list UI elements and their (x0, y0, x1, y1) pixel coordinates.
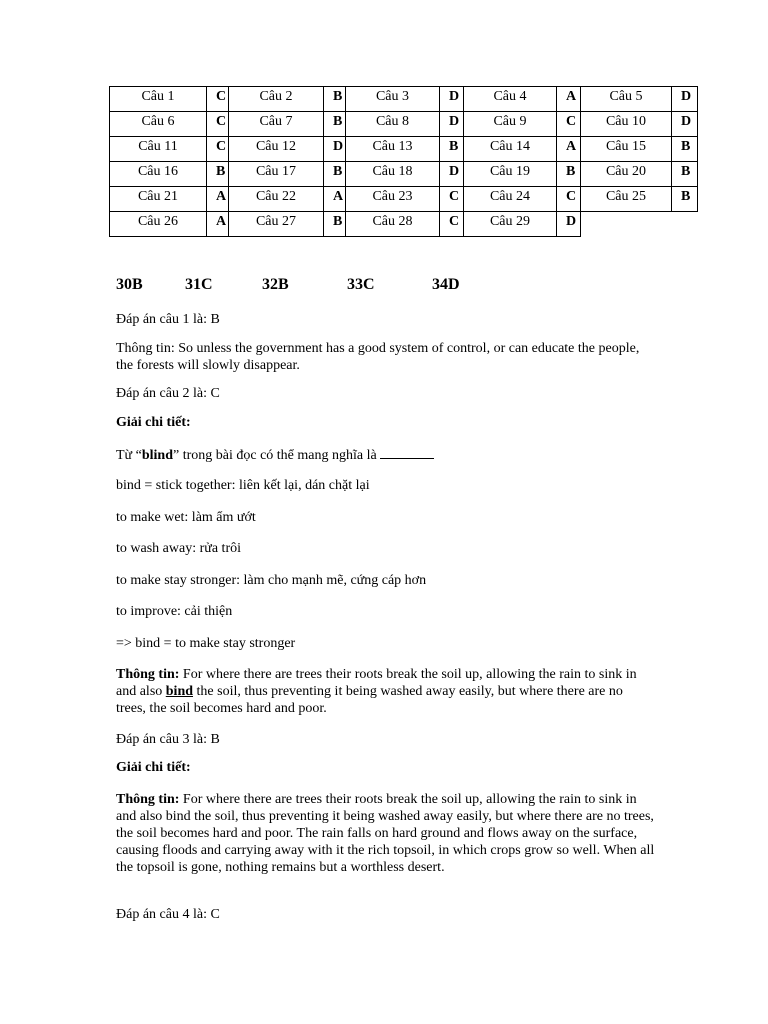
extra-answer: 33C (347, 276, 375, 293)
question-number-cell: Câu 5 (581, 87, 672, 112)
question-number-cell: Câu 2 (229, 87, 324, 112)
question-number-cell: Câu 26 (110, 212, 207, 237)
question-number-cell: Câu 7 (229, 112, 324, 137)
answer-letter-cell: B (672, 187, 698, 212)
extra-answers (116, 276, 460, 294)
answer-letter-cell: A (557, 137, 581, 162)
question-number-cell: Câu 15 (581, 137, 672, 162)
answer-row (110, 112, 698, 137)
definition-wet: to make wet: làm ẩm ướt (116, 510, 256, 525)
answer-letter-cell: D (440, 112, 464, 137)
conclusion-line: => bind = to make stay stronger (116, 636, 296, 651)
empty-cell (581, 212, 698, 237)
definition-improve: to improve: cải thiện (116, 604, 233, 619)
answer-letter-cell: B (672, 162, 698, 187)
question-number-cell: Câu 3 (346, 87, 440, 112)
answer-3-line: Đáp án câu 3 là: B (116, 732, 220, 747)
definition-bind: bind = stick together: liên kết lại, dán chặt lại (116, 478, 370, 493)
question-number-cell: Câu 24 (464, 187, 557, 212)
question-2-line (116, 446, 656, 464)
extra-answer: 31C (185, 276, 213, 293)
question-2-word: blind (141, 448, 173, 463)
answer-key-body (110, 87, 698, 237)
answer-letter-cell: D (672, 112, 698, 137)
info-label: Thông tin: (116, 667, 180, 682)
question-number-cell: Câu 11 (110, 137, 207, 162)
answer-row (110, 187, 698, 212)
question-number-cell: Câu 22 (229, 187, 324, 212)
extra-answer: 32B (262, 276, 289, 293)
question-number-cell: Câu 29 (464, 212, 557, 237)
answer-letter-cell: C (207, 137, 229, 162)
answer-letter-cell: B (207, 162, 229, 187)
question-number-cell: Câu 21 (110, 187, 207, 212)
question-number-cell: Câu 8 (346, 112, 440, 137)
answer-blank (380, 446, 434, 459)
question-number-cell: Câu 16 (110, 162, 207, 187)
info-2-bind-word: bind (165, 684, 194, 699)
answer-letter-cell: B (324, 112, 346, 137)
definition-wash: to wash away: rửa trôi (116, 541, 241, 556)
question-number-cell: Câu 9 (464, 112, 557, 137)
answer-row (110, 162, 698, 187)
answer-2-line: Đáp án câu 2 là: C (116, 386, 220, 401)
answer-row (110, 137, 698, 162)
answer-letter-cell: A (324, 187, 346, 212)
question-number-cell: Câu 4 (464, 87, 557, 112)
answer-letter-cell: C (207, 87, 229, 112)
info-3-text: For where there are trees their roots break the soil up, allowing the rain to sink in and also bind the soil, thus preventing it being washed away easily, but where there are no trees, the soil becomes hard and poor. The rain falls on hard ground and flows away on the surface, causing floods and carrying away with it the rich topsoil, in which crops grow so well. When all the topsoil is gone, nothing remains but a worthless desert. (116, 792, 655, 875)
question-2-suffix: ” trong bài đọc có thể mang nghĩa là (173, 448, 377, 463)
answer-4-line: Đáp án câu 4 là: C (116, 907, 220, 922)
answer-letter-cell: D (324, 137, 346, 162)
extra-answer: 34D (432, 276, 460, 293)
question-number-cell: Câu 18 (346, 162, 440, 187)
question-number-cell: Câu 12 (229, 137, 324, 162)
answer-key-table (109, 86, 698, 237)
answer-letter-cell: A (207, 187, 229, 212)
question-number-cell: Câu 10 (581, 112, 672, 137)
answer-letter-cell: C (440, 212, 464, 237)
answer-letter-cell: A (557, 87, 581, 112)
answer-letter-cell: B (440, 137, 464, 162)
answer-letter-cell: A (207, 212, 229, 237)
answer-letter-cell: D (672, 87, 698, 112)
answer-letter-cell: C (440, 187, 464, 212)
answer-letter-cell: B (324, 162, 346, 187)
answer-letter-cell: D (557, 212, 581, 237)
answer-1-line: Đáp án câu 1 là: B (116, 312, 220, 327)
question-number-cell: Câu 20 (581, 162, 672, 187)
detail-heading-2: Giải chi tiết: (116, 760, 191, 775)
info-2-paragraph (116, 666, 656, 717)
info-3-paragraph (116, 791, 656, 876)
info-label: Thông tin: (116, 792, 180, 807)
answer-letter-cell: C (557, 187, 581, 212)
info-2-text-a: For where there are trees their roots break the soil up, allowing the rain to sink in and also (116, 667, 637, 699)
info-2-text-b: the soil, thus preventing it being washed away easily, but where there are no trees, the soil becomes hard and poor. (116, 684, 623, 716)
answer-letter-cell: B (557, 162, 581, 187)
answer-letter-cell: B (672, 137, 698, 162)
answer-row (110, 87, 698, 112)
extra-answer: 30B (116, 276, 143, 293)
question-number-cell: Câu 25 (581, 187, 672, 212)
question-number-cell: Câu 13 (346, 137, 440, 162)
question-number-cell: Câu 1 (110, 87, 207, 112)
answer-letter-cell: B (324, 212, 346, 237)
answer-letter-cell: D (440, 87, 464, 112)
info-1-paragraph: Thông tin: So unless the government has a good system of control, or can educate the people, the forests will slowly disappear. (116, 341, 640, 373)
answer-letter-cell: C (207, 112, 229, 137)
answer-row (110, 212, 698, 237)
answer-letter-cell: C (557, 112, 581, 137)
question-number-cell: Câu 23 (346, 187, 440, 212)
question-number-cell: Câu 27 (229, 212, 324, 237)
question-number-cell: Câu 6 (110, 112, 207, 137)
answer-letter-cell: B (324, 87, 346, 112)
question-number-cell: Câu 19 (464, 162, 557, 187)
question-2-prefix: Từ “ (116, 448, 142, 463)
definition-stronger: to make stay stronger: làm cho mạnh mẽ, cứng cáp hơn (116, 573, 427, 588)
answer-letter-cell: D (440, 162, 464, 187)
question-number-cell: Câu 28 (346, 212, 440, 237)
question-number-cell: Câu 14 (464, 137, 557, 162)
question-number-cell: Câu 17 (229, 162, 324, 187)
detail-heading: Giải chi tiết: (116, 415, 191, 430)
